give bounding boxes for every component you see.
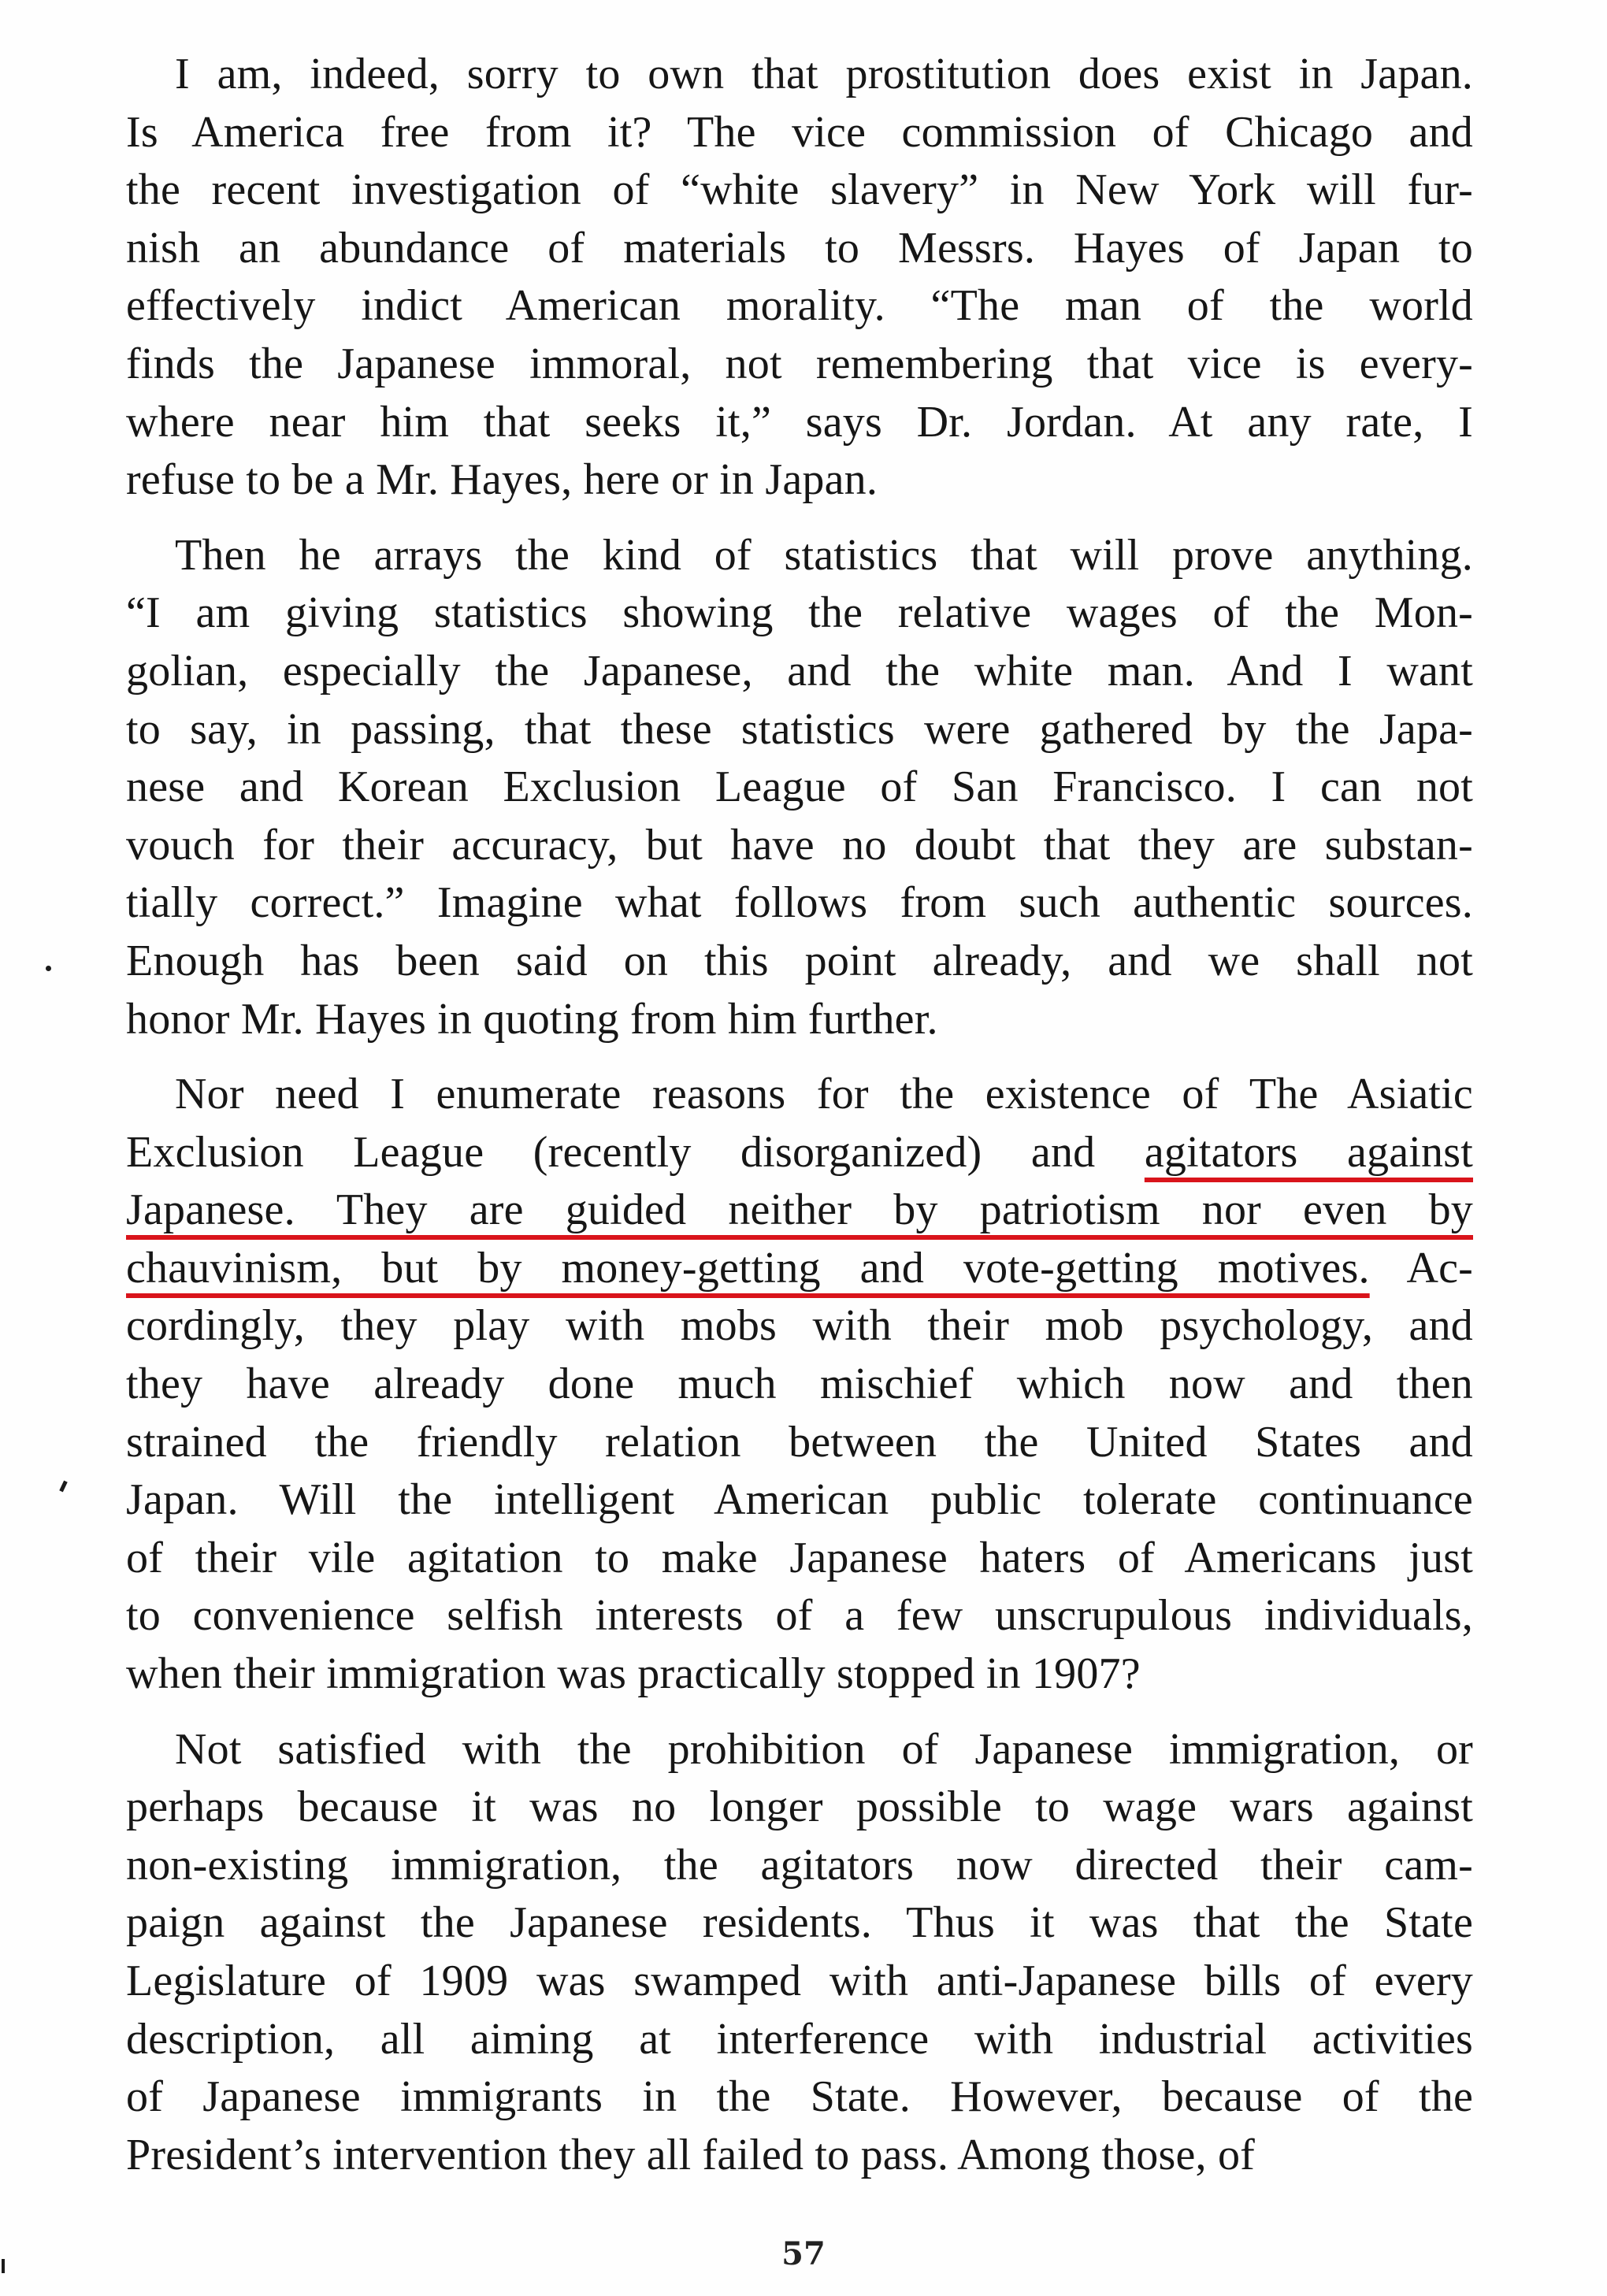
text-line: vouch for their accuracy, but have no doubt that they are substan- (126, 820, 1473, 870)
text-line: description, all aiming at interference with industrial activities (126, 2014, 1473, 2064)
text-line: nish an abundance of materials to Messrs. Hayes of Japan to (126, 223, 1473, 273)
text-line: they have already done much mischief which now and then (126, 1359, 1473, 1409)
text-line: President’s intervention they all failed to pass. Among those, of (126, 2130, 1255, 2179)
paragraph (126, 1721, 1473, 2185)
text-line: Enough has been said on this point already, and we shall not (126, 936, 1473, 985)
stray-mark (46, 966, 51, 971)
text-line: tially correct.” Imagine what follows from such authentic sources. (126, 878, 1473, 928)
text-line: paign against the Japanese residents. Thus it was that the State (126, 1898, 1473, 1948)
text-line: to convenience selfish interests of a few unscrupulous individuals, (126, 1591, 1473, 1641)
body-text (126, 46, 1473, 2201)
text-line: when their immigration was practically stopped in 1907? (126, 1649, 1141, 1699)
scan-edge-mark (2, 2259, 5, 2273)
text-segment: Ac- (1369, 1243, 1473, 1293)
text-line (126, 1181, 1473, 1240)
text-segment: Exclusion League (recently disorganized) and (126, 1127, 1145, 1177)
text-line: refuse to be a Mr. Hayes, here or in Japan. (126, 455, 878, 505)
text-line: Is America free from it? The vice commission of Chicago and (126, 107, 1473, 157)
stray-mark (59, 1481, 67, 1493)
underlined-text: agitators against (1144, 1127, 1473, 1177)
text-line: “I am giving statistics showing the relative wages of the Mon- (126, 588, 1473, 638)
text-line: perhaps because it was no longer possible to wage wars against (126, 1782, 1473, 1832)
text-line: cordingly, they play with mobs with their mob psychology, and (126, 1301, 1473, 1351)
text-line (126, 1124, 1473, 1182)
text-line: Nor need I enumerate reasons for the existence of The Asiatic (175, 1070, 1473, 1119)
text-line: strained the friendly relation between the United States and (126, 1417, 1473, 1467)
text-line: finds the Japanese immoral, not remembering that vice is every- (126, 339, 1473, 388)
text-line: non-existing immigration, the agitators now directed their cam- (126, 1840, 1473, 1890)
text-line: golian, especially the Japanese, and the white man. And I want (126, 646, 1473, 695)
text-line: Japan. Will the intelligent American public tolerate continuance (126, 1475, 1473, 1525)
paragraph (126, 1066, 1473, 1704)
underlined-text: chauvinism, but by money-getting and vote-getting motives. (126, 1243, 1370, 1293)
text-line: to say, in passing, that these statistics were gathered by the Japa- (126, 704, 1473, 754)
text-line: the recent investigation of “white slavery” in New York will fur- (126, 165, 1473, 215)
paragraph (126, 46, 1473, 510)
text-line: Not satisfied with the prohibition of Japanese immigration, or (175, 1724, 1473, 1774)
text-line: I am, indeed, sorry to own that prostitution does exist in Japan. (175, 50, 1473, 98)
underlined-text: Japanese. They are guided neither by patriotism nor even by (126, 1185, 1473, 1235)
text-line (126, 1240, 1473, 1298)
paragraph (126, 527, 1473, 1048)
text-line: nese and Korean Exclusion League of San Francisco. I can not (126, 762, 1473, 812)
text-line: of their vile agitation to make Japanese haters of Americans just (126, 1533, 1473, 1582)
text-line: Legislature of 1909 was swamped with anti-Japanese bills of every (126, 1957, 1473, 2005)
page-number: 57 (781, 2235, 826, 2272)
text-line: Then he arrays the kind of statistics that will prove anything. (175, 530, 1473, 580)
text-line: of Japanese immigrants in the State. However, because of the (126, 2072, 1473, 2122)
text-line: honor Mr. Hayes in quoting from him further. (126, 994, 938, 1044)
text-line: effectively indict American morality. “The man of the world (126, 281, 1473, 331)
text-line: where near him that seeks it,” says Dr. Jordan. At any rate, I (126, 397, 1473, 447)
